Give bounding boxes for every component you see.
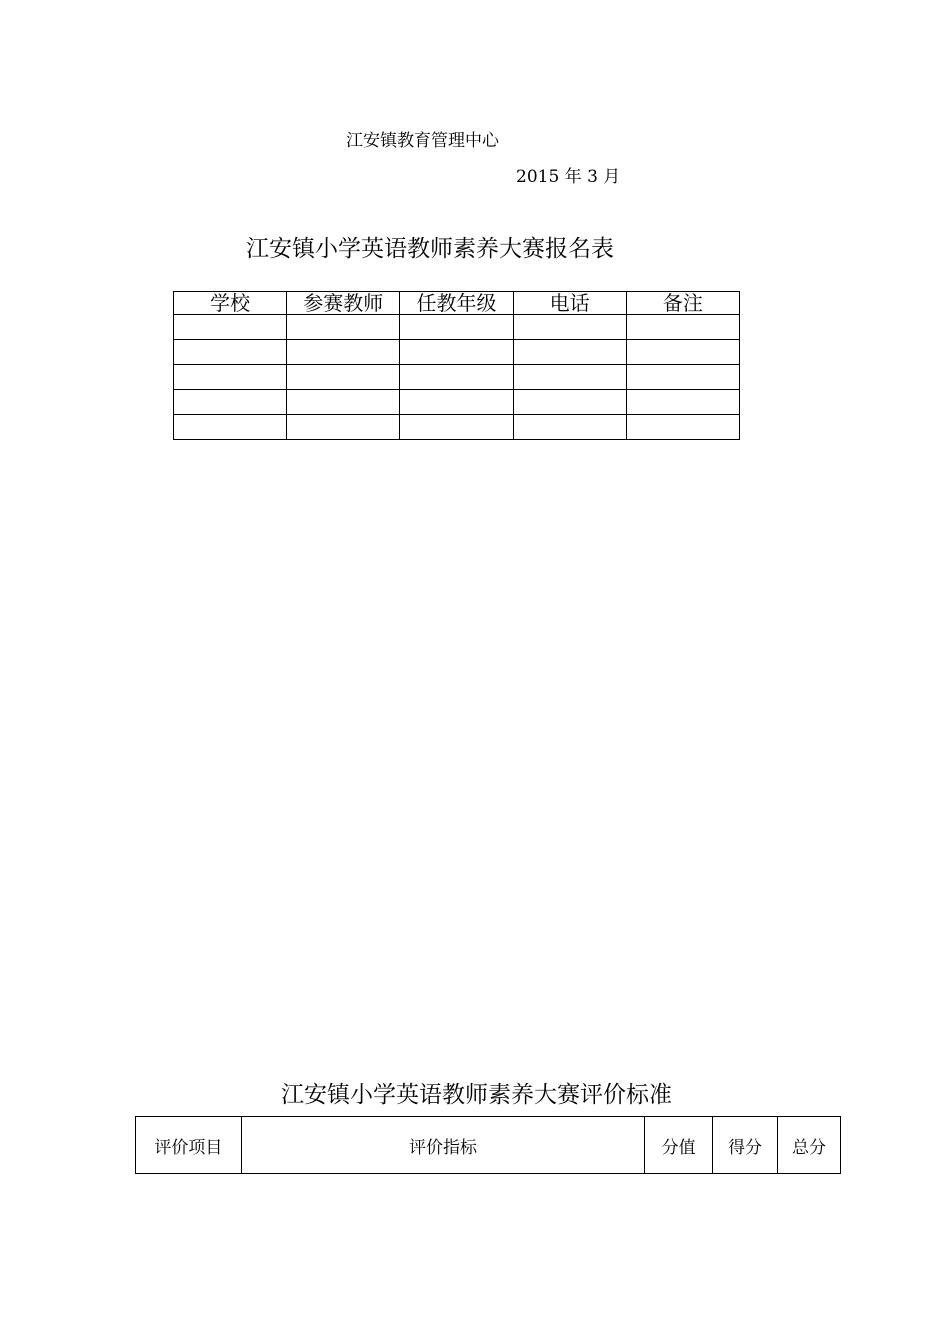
registration-table-body bbox=[174, 315, 740, 440]
table-row bbox=[174, 315, 740, 340]
column-header-phone: 电话 bbox=[513, 292, 626, 315]
column-header-item: 评价项目 bbox=[136, 1117, 242, 1174]
table-row bbox=[174, 415, 740, 440]
organization-name: 江安镇教育管理中心 bbox=[346, 131, 499, 151]
table-cell bbox=[174, 415, 287, 440]
table-row bbox=[174, 365, 740, 390]
table-cell bbox=[513, 415, 626, 440]
table-cell bbox=[287, 390, 400, 415]
table-cell bbox=[626, 340, 739, 365]
table-cell bbox=[513, 390, 626, 415]
column-header-score: 得分 bbox=[713, 1117, 778, 1174]
table-cell bbox=[287, 365, 400, 390]
table-cell bbox=[626, 390, 739, 415]
table-cell bbox=[400, 365, 513, 390]
table-header-row bbox=[174, 292, 740, 315]
table-cell bbox=[287, 315, 400, 340]
column-header-school: 学校 bbox=[174, 292, 287, 315]
table-cell bbox=[513, 315, 626, 340]
table-cell bbox=[174, 390, 287, 415]
table-row bbox=[174, 340, 740, 365]
table-cell bbox=[626, 365, 739, 390]
table-cell bbox=[513, 365, 626, 390]
table-row bbox=[174, 390, 740, 415]
column-header-grade: 任教年级 bbox=[400, 292, 513, 315]
column-header-total: 总分 bbox=[778, 1117, 841, 1174]
table-cell bbox=[400, 315, 513, 340]
evaluation-table bbox=[135, 1116, 841, 1174]
table-cell bbox=[626, 415, 739, 440]
column-header-indicator: 评价指标 bbox=[241, 1117, 644, 1174]
table-cell bbox=[400, 390, 513, 415]
table-cell bbox=[513, 340, 626, 365]
document-date: 2015 年 3 月 bbox=[516, 167, 621, 187]
registration-form-title: 江安镇小学英语教师素养大赛报名表 bbox=[246, 236, 614, 262]
evaluation-criteria-title: 江安镇小学英语教师素养大赛评价标准 bbox=[281, 1082, 672, 1108]
column-header-value: 分值 bbox=[645, 1117, 713, 1174]
registration-table bbox=[173, 291, 740, 440]
table-cell bbox=[174, 340, 287, 365]
table-cell bbox=[400, 415, 513, 440]
table-header-row bbox=[136, 1117, 841, 1174]
table-cell bbox=[287, 340, 400, 365]
table-cell bbox=[174, 315, 287, 340]
table-cell bbox=[174, 365, 287, 390]
table-cell bbox=[626, 315, 739, 340]
table-cell bbox=[400, 340, 513, 365]
table-cell bbox=[287, 415, 400, 440]
column-header-notes: 备注 bbox=[626, 292, 739, 315]
column-header-teacher: 参赛教师 bbox=[287, 292, 400, 315]
